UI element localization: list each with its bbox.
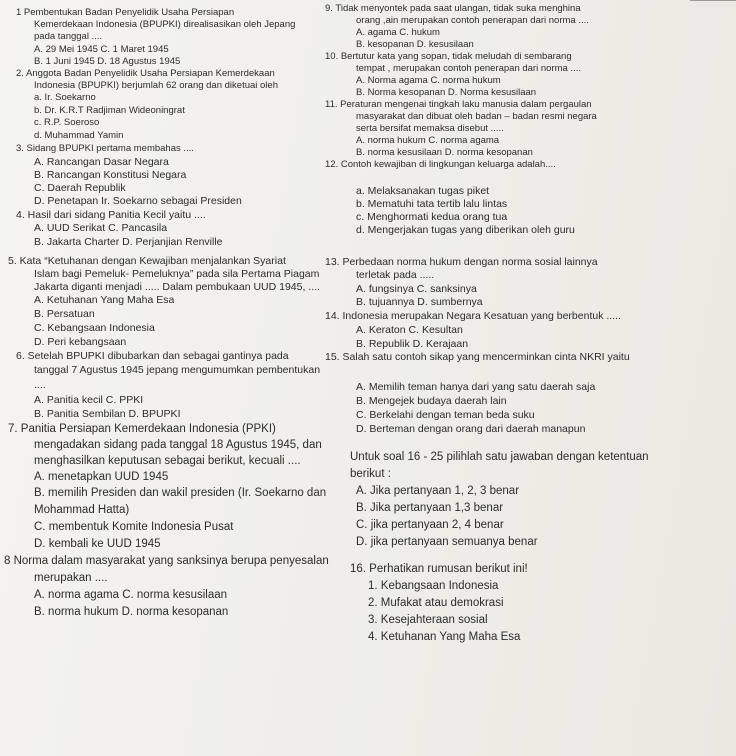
left-line: Mohammad Hatta) xyxy=(34,504,130,516)
left-line: B. Persatuan xyxy=(34,308,95,320)
left-line: a. Ir. Soekarno xyxy=(34,92,96,103)
left-line: tanggal 7 Agustus 1945 jepang mengumumkan pembentukan xyxy=(34,364,321,376)
left-line: D. Peri kebangsaan xyxy=(34,336,127,348)
left-line: C. Daerah Republik xyxy=(34,182,126,194)
right-line: A. Norma agama C. norma hukum xyxy=(356,75,501,86)
left-line: 7. Panitia Persiapan Kemerdekaan Indonesia (PPKI) xyxy=(8,423,276,435)
left-line: d. Muhammad Yamin xyxy=(34,130,124,141)
right-line: A. Memilih teman hanya dari yang satu daerah saja xyxy=(356,381,596,393)
right-line: c. Menghormati kedua orang tua xyxy=(356,211,508,223)
right-line: 14. Indonesia merupakan Negara Kesatuan yang berbentuk ..... xyxy=(325,310,621,322)
left-line: B. Jakarta Charter D. Perjanjian Renville xyxy=(34,236,223,248)
right-line: serta bersifat memaksa disebut ..... xyxy=(356,123,504,134)
right-line: 11. Peraturan mengenai tingkah laku manusia dalam pergaulan xyxy=(325,99,592,110)
left-line: A. 29 Mei 1945 C. 1 Maret 1945 xyxy=(34,44,169,55)
left-line: 1 Pembentukan Badan Penyelidik Usaha Persiapan xyxy=(16,7,235,18)
right-line: B. Jika pertanyaan 1,3 benar xyxy=(356,502,504,514)
left-line: D. Penetapan Ir. Soekarno sebagai Presiden xyxy=(34,195,242,207)
left-line: 2. Anggota Badan Penyelidik Usaha Persiapan Kemerdekaan xyxy=(16,68,275,79)
left-line: A. UUD Serikat C. Pancasila xyxy=(34,222,168,234)
left-line: C. membentuk Komite Indonesia Pusat xyxy=(34,521,234,533)
header-rule xyxy=(690,0,736,1)
right-line: terletak pada ..... xyxy=(356,269,435,281)
left-line: B. Panitia Sembilan D. BPUPKI xyxy=(34,408,181,420)
right-line: orang ,ain merupakan contoh penerapan dari norma .... xyxy=(356,15,589,26)
right-line: tempat , merupakan contoh penerapan dari norma .... xyxy=(356,63,581,74)
left-line: A. Ketuhanan Yang Maha Esa xyxy=(34,294,175,306)
left-line: Jakarta diganti menjadi ..... Dalam pembukaan UUD 1945, .... xyxy=(34,281,320,293)
left-line: A. Rancangan Dasar Negara xyxy=(34,156,169,168)
left-line: B. Rancangan Konstitusi Negara xyxy=(34,169,187,181)
right-line: B. kesopanan D. kesusilaan xyxy=(356,39,474,50)
right-line: A. Jika pertanyaan 1, 2, 3 benar xyxy=(356,485,520,497)
right-line: Untuk soal 16 - 25 pilihlah satu jawaban dengan ketentuan xyxy=(350,451,649,463)
left-line: b. Dr. K.R.T Radjiman Wideoningrat xyxy=(34,105,185,116)
right-line: D. Berteman dengan orang dari daerah manapun xyxy=(356,423,586,435)
left-line: Indonesia (BPUPKI) berjumlah 62 orang dan diketuai oleh xyxy=(34,80,278,91)
right-line: B. norma kesusilaan D. norma kesopanan xyxy=(356,147,533,158)
left-line: B. memilih Presiden dan wakil presiden (Ir. Soekarno dan xyxy=(34,487,327,499)
right-line: B. Mengejek budaya daerah lain xyxy=(356,395,507,407)
right-line: A. agama C. hukum xyxy=(356,27,440,38)
right-line: berikut : xyxy=(350,468,391,480)
left-line: D. kembali ke UUD 1945 xyxy=(34,538,161,550)
right-line: 3. Kesejahteraan sosial xyxy=(368,614,488,626)
right-line: D. jika pertanyaan semuanya benar xyxy=(356,536,538,548)
left-line: merupakan .... xyxy=(34,572,108,584)
left-line: 4. Hasil dari sidang Panitia Kecil yaitu .... xyxy=(16,209,206,221)
left-line: B. 1 Juni 1945 D. 18 Agustus 1945 xyxy=(34,56,181,67)
right-line: a. Melaksanakan tugas piket xyxy=(356,185,490,197)
right-line: B. Republik D. Kerajaan xyxy=(356,338,469,350)
left-line: Kemerdekaan Indonesia (BPUPKI) direalisasikan oleh Jepang xyxy=(34,19,296,30)
right-line: A. fungsinya C. sanksinya xyxy=(356,283,477,295)
right-line: 9. Tidak menyontek pada saat ulangan, tidak suka menghina xyxy=(325,3,581,14)
left-line: A. menetapkan UUD 1945 xyxy=(34,471,169,483)
right-line: 15. Salah satu contoh sikap yang mencerminkan cinta NKRI yaitu xyxy=(325,351,630,363)
left-line: 3. Sidang BPUPKI pertama membahas .... xyxy=(16,143,194,154)
right-line: 12. Contoh kewajiban di lingkungan keluarga adalah.... xyxy=(325,159,556,170)
right-line: A. Keraton C. Kesultan xyxy=(356,324,463,336)
left-line: 8 Norma dalam masyarakat yang sanksinya berupa penyesalan xyxy=(4,555,329,567)
left-line: Islam bagi Pemeluk- Pemeluknya” pada sila Pertama Piagam xyxy=(34,268,320,280)
left-line: A. norma agama C. norma kesusilaan xyxy=(34,589,228,601)
left-line: menghasilkan keputusan sebagai berikut, kecuali .... xyxy=(34,455,301,467)
right-line: masyarakat dan dibuat oleh badan – badan resmi negara xyxy=(356,111,597,122)
left-line: .... xyxy=(34,379,46,391)
right-line: d. Mengerjakan tugas yang diberikan oleh guru xyxy=(356,224,575,236)
left-line: A. Panitia kecil C. PPKI xyxy=(34,394,144,406)
left-line: C. Kebangsaan Indonesia xyxy=(34,322,155,334)
right-line: C. Berkelahi dengan teman beda suku xyxy=(356,409,535,421)
right-line: 4. Ketuhanan Yang Maha Esa xyxy=(368,631,521,643)
right-line: 13. Perbedaan norma hukum dengan norma sosial lainnya xyxy=(325,256,598,268)
right-line: 16. Perhatikan rumusan berikut ini! xyxy=(350,563,528,575)
right-line: C. jika pertanyaan 2, 4 benar xyxy=(356,519,504,531)
right-line: A. norma hukum C. norma agama xyxy=(356,135,500,146)
left-line: c. R.P. Soeroso xyxy=(34,117,100,128)
left-line: 5. Kata “Ketuhanan dengan Kewajiban menjalankan Syariat xyxy=(8,255,286,267)
right-line: B. tujuannya D. sumbernya xyxy=(356,296,483,308)
right-line: b. Mematuhi tata tertib lalu lintas xyxy=(356,198,508,210)
right-line: 10. Bertutur kata yang sopan, tidak meludah di sembarang xyxy=(325,51,572,62)
right-line: B. Norma kesopanan D. Norma kesusilaan xyxy=(356,87,537,98)
left-line: B. norma hukum D. norma kesopanan xyxy=(34,606,229,618)
right-line: 1. Kebangsaan Indonesia xyxy=(368,580,499,592)
right-line: 2. Mufakat atau demokrasi xyxy=(368,597,504,609)
left-line: pada tanggal .... xyxy=(34,31,103,42)
left-line: 6. Setelah BPUPKI dibubarkan dan sebagai gantinya pada xyxy=(16,350,289,362)
left-line: mengadakan sidang pada tanggal 18 Agustus 1945, dan xyxy=(34,439,322,451)
